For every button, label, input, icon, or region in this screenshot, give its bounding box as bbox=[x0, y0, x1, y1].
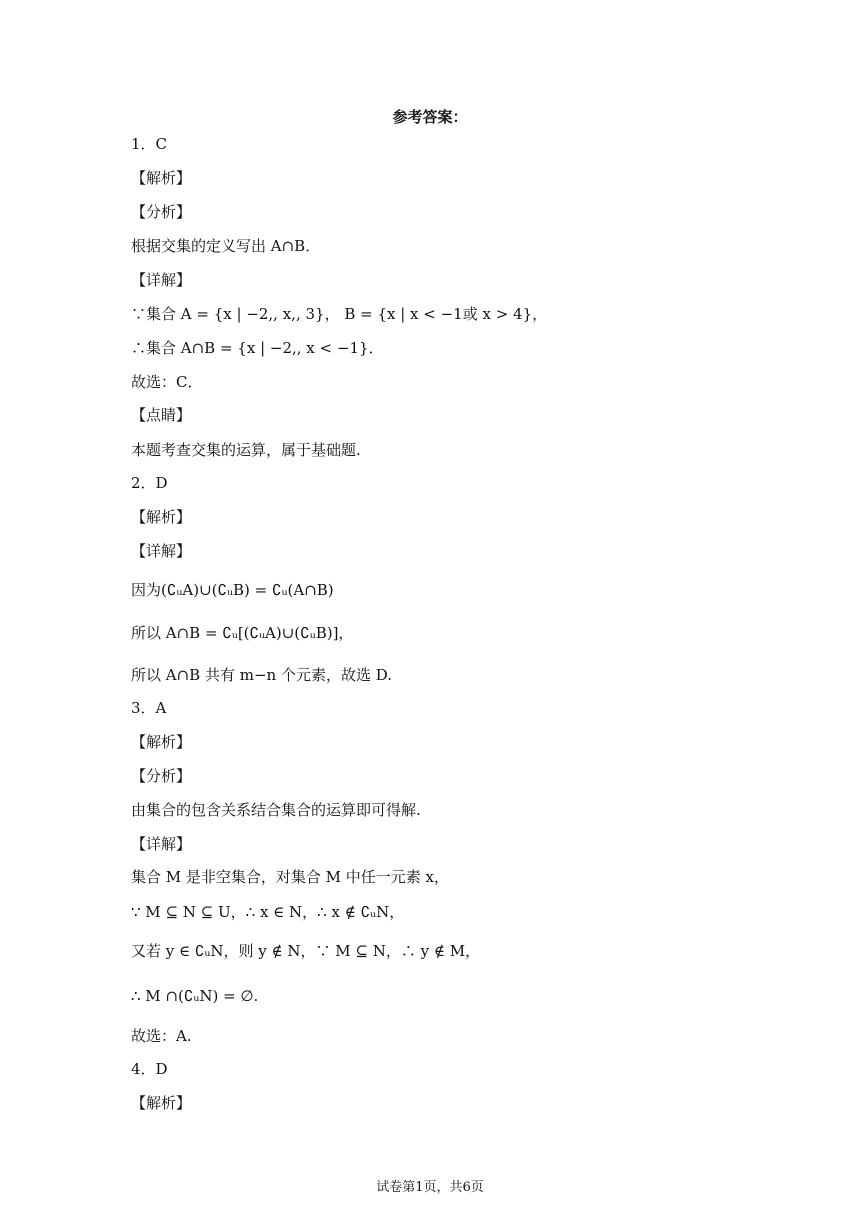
answer-1-heading: 1．C bbox=[131, 135, 168, 153]
section-label: 【分析】 bbox=[131, 203, 192, 221]
math-line: 又若 y ∈ ∁ᵤN，则 y ∉ N，∵ M ⊆ N，∴ y ∉ M， bbox=[131, 942, 481, 960]
answer-4-heading: 4．D bbox=[131, 1060, 168, 1078]
page-footer: 试卷第1页，共6页 bbox=[376, 1180, 484, 1195]
math-line: ∵ M ⊆ N ⊆ U，∴ x ∈ N，∴ x ∉ ∁ᵤN， bbox=[131, 903, 405, 921]
text-line: 故选：C． bbox=[131, 373, 203, 391]
text-line: 集合 M 是非空集合，对集合 M 中任一元素 x， bbox=[131, 868, 450, 886]
section-label: 【解析】 bbox=[131, 508, 192, 526]
section-label: 【解析】 bbox=[131, 169, 192, 187]
text-line: 故选：A. bbox=[131, 1027, 192, 1045]
section-label: 【详解】 bbox=[131, 542, 192, 560]
text-line: 由集合的包含关系结合集合的运算即可得解. bbox=[131, 801, 421, 819]
text-line: 根据交集的定义写出 A∩B． bbox=[131, 237, 321, 255]
math-line: ∵集合 A = {x | −2,, x,, 3}， B = {x | x < −1或 x > 4}， bbox=[131, 305, 548, 323]
section-label: 【解析】 bbox=[131, 1094, 192, 1112]
math-line: ∴集合 A∩B = {x | −2,, x < −1}． bbox=[131, 339, 384, 357]
math-line: 因为(∁ᵤA)∪(∁ᵤB) = ∁ᵤ(A∩B) bbox=[131, 581, 334, 599]
math-line: 所以 A∩B = ∁ᵤ[(∁ᵤA)∪(∁ᵤB)]， bbox=[131, 624, 354, 642]
section-label: 【详解】 bbox=[131, 835, 192, 853]
text-line: 所以 A∩B 共有 m−n 个元素，故选 D. bbox=[131, 666, 392, 684]
section-label: 【解析】 bbox=[131, 733, 192, 751]
answer-2-heading: 2．D bbox=[131, 474, 168, 492]
section-label: 【点睛】 bbox=[131, 406, 192, 424]
section-label: 【详解】 bbox=[131, 271, 192, 289]
math-line: ∴ M ∩(∁ᵤN) = ∅. bbox=[131, 987, 259, 1005]
page-title: 参考答案： bbox=[392, 108, 468, 126]
answer-3-heading: 3．A bbox=[131, 699, 167, 717]
text-line: 本题考查交集的运算，属于基础题. bbox=[131, 441, 361, 459]
section-label: 【分析】 bbox=[131, 767, 192, 785]
